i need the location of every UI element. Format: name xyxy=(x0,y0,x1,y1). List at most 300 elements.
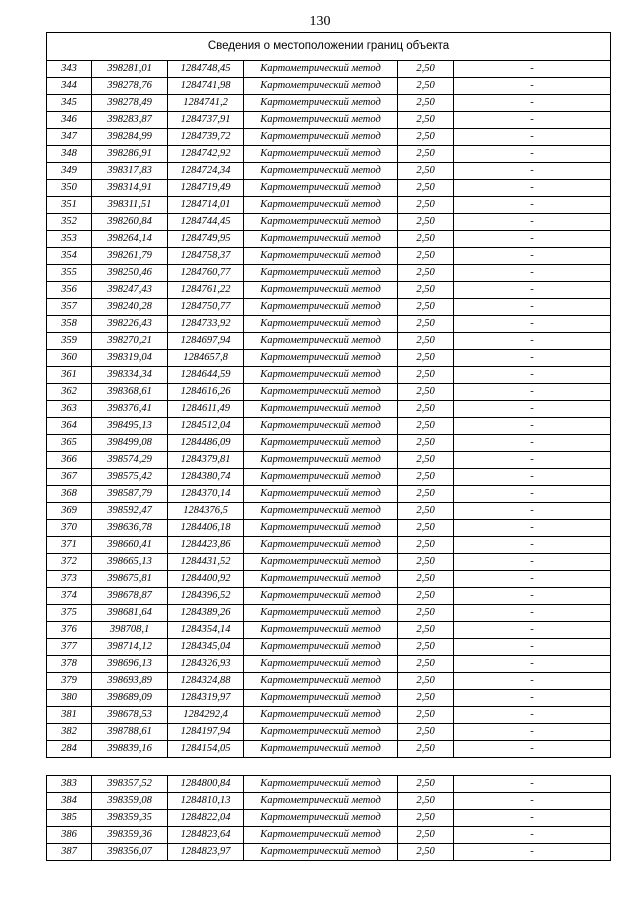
coord-x-cell: 398587,79 xyxy=(92,486,168,503)
description-cell: - xyxy=(454,231,611,248)
table-row xyxy=(47,486,611,503)
coord-x-cell: 398839,16 xyxy=(92,741,168,758)
accuracy-cell: 2,50 xyxy=(398,554,454,571)
coord-y-cell: 1284760,77 xyxy=(168,265,244,282)
method-cell: Картометрический метод xyxy=(244,248,398,265)
coord-x-cell: 398678,53 xyxy=(92,707,168,724)
coord-x-cell: 398574,29 xyxy=(92,452,168,469)
coord-y-cell: 1284697,94 xyxy=(168,333,244,350)
point-number-cell: 372 xyxy=(47,554,92,571)
coord-y-cell: 1284741,2 xyxy=(168,95,244,112)
table-row xyxy=(47,656,611,673)
accuracy-cell: 2,50 xyxy=(398,639,454,656)
accuracy-cell: 2,50 xyxy=(398,724,454,741)
coord-x-cell: 398250,46 xyxy=(92,265,168,282)
coord-y-cell: 1284823,97 xyxy=(168,844,244,861)
accuracy-cell: 2,50 xyxy=(398,435,454,452)
accuracy-cell: 2,50 xyxy=(398,741,454,758)
coord-x-cell: 398311,51 xyxy=(92,197,168,214)
coord-y-cell: 1284657,8 xyxy=(168,350,244,367)
coord-x-cell: 398281,01 xyxy=(92,61,168,78)
coord-y-cell: 1284423,86 xyxy=(168,537,244,554)
table-row xyxy=(47,724,611,741)
method-cell: Картометрический метод xyxy=(244,554,398,571)
method-cell: Картометрический метод xyxy=(244,827,398,844)
method-cell: Картометрический метод xyxy=(244,112,398,129)
coord-x-cell: 398247,43 xyxy=(92,282,168,299)
description-cell: - xyxy=(454,265,611,282)
coord-x-cell: 398376,41 xyxy=(92,401,168,418)
description-cell: - xyxy=(454,827,611,844)
coord-x-cell: 398368,61 xyxy=(92,384,168,401)
coord-x-cell: 398665,13 xyxy=(92,554,168,571)
method-cell: Картометрический метод xyxy=(244,503,398,520)
point-number-cell: 350 xyxy=(47,180,92,197)
accuracy-cell: 2,50 xyxy=(398,844,454,861)
point-number-cell: 383 xyxy=(47,776,92,793)
description-cell: - xyxy=(454,95,611,112)
point-number-cell: 363 xyxy=(47,401,92,418)
coord-x-cell: 398660,41 xyxy=(92,537,168,554)
accuracy-cell: 2,50 xyxy=(398,776,454,793)
coord-y-cell: 1284292,4 xyxy=(168,707,244,724)
description-cell: - xyxy=(454,282,611,299)
coord-y-cell: 1284345,04 xyxy=(168,639,244,656)
accuracy-cell: 2,50 xyxy=(398,605,454,622)
table-row xyxy=(47,554,611,571)
method-cell: Картометрический метод xyxy=(244,435,398,452)
coord-y-cell: 1284737,91 xyxy=(168,112,244,129)
description-cell: - xyxy=(454,469,611,486)
accuracy-cell: 2,50 xyxy=(398,690,454,707)
method-cell: Картометрический метод xyxy=(244,384,398,401)
table-row xyxy=(47,452,611,469)
coord-y-cell: 1284739,72 xyxy=(168,129,244,146)
description-cell: - xyxy=(454,180,611,197)
point-number-cell: 382 xyxy=(47,724,92,741)
table-title: Сведения о местоположении границ объекта xyxy=(47,33,611,61)
point-number-cell: 378 xyxy=(47,656,92,673)
description-cell: - xyxy=(454,622,611,639)
description-cell: - xyxy=(454,214,611,231)
point-number-cell: 360 xyxy=(47,350,92,367)
method-cell: Картометрический метод xyxy=(244,588,398,605)
point-number-cell: 352 xyxy=(47,214,92,231)
description-cell: - xyxy=(454,844,611,861)
description-cell: - xyxy=(454,810,611,827)
method-cell: Картометрический метод xyxy=(244,214,398,231)
description-cell: - xyxy=(454,146,611,163)
coord-y-cell: 1284741,98 xyxy=(168,78,244,95)
method-cell: Картометрический метод xyxy=(244,95,398,112)
coord-x-cell: 398693,89 xyxy=(92,673,168,690)
accuracy-cell: 2,50 xyxy=(398,265,454,282)
coord-x-cell: 398678,87 xyxy=(92,588,168,605)
point-number-cell: 368 xyxy=(47,486,92,503)
accuracy-cell: 2,50 xyxy=(398,367,454,384)
coord-y-cell: 1284823,64 xyxy=(168,827,244,844)
accuracy-cell: 2,50 xyxy=(398,214,454,231)
description-cell: - xyxy=(454,299,611,316)
point-number-cell: 385 xyxy=(47,810,92,827)
point-number-cell: 365 xyxy=(47,435,92,452)
coord-y-cell: 1284396,52 xyxy=(168,588,244,605)
table-row xyxy=(47,741,611,758)
accuracy-cell: 2,50 xyxy=(398,112,454,129)
point-number-cell: 381 xyxy=(47,707,92,724)
coord-y-cell: 1284822,04 xyxy=(168,810,244,827)
point-number-cell: 357 xyxy=(47,299,92,316)
description-cell: - xyxy=(454,588,611,605)
table-row xyxy=(47,163,611,180)
method-cell: Картометрический метод xyxy=(244,265,398,282)
section-separator xyxy=(47,758,611,776)
accuracy-cell: 2,50 xyxy=(398,707,454,724)
table-row xyxy=(47,707,611,724)
table-row xyxy=(47,844,611,861)
accuracy-cell: 2,50 xyxy=(398,316,454,333)
method-cell: Картометрический метод xyxy=(244,673,398,690)
description-cell: - xyxy=(454,656,611,673)
accuracy-cell: 2,50 xyxy=(398,248,454,265)
table-row xyxy=(47,588,611,605)
coord-x-cell: 398359,35 xyxy=(92,810,168,827)
coord-x-cell: 398357,52 xyxy=(92,776,168,793)
method-cell: Картометрический метод xyxy=(244,741,398,758)
table-row xyxy=(47,571,611,588)
coord-x-cell: 398264,14 xyxy=(92,231,168,248)
accuracy-cell: 2,50 xyxy=(398,146,454,163)
point-number-cell: 380 xyxy=(47,690,92,707)
page-number: 130 xyxy=(309,14,331,29)
table-row xyxy=(47,282,611,299)
method-cell: Картометрический метод xyxy=(244,639,398,656)
point-number-cell: 362 xyxy=(47,384,92,401)
description-cell: - xyxy=(454,418,611,435)
description-cell: - xyxy=(454,707,611,724)
table-row xyxy=(47,265,611,282)
coord-y-cell: 1284810,13 xyxy=(168,793,244,810)
point-number-cell: 346 xyxy=(47,112,92,129)
accuracy-cell: 2,50 xyxy=(398,588,454,605)
accuracy-cell: 2,50 xyxy=(398,469,454,486)
description-cell: - xyxy=(454,367,611,384)
table-row xyxy=(47,214,611,231)
table-row xyxy=(47,384,611,401)
method-cell: Картометрический метод xyxy=(244,231,398,248)
coord-x-cell: 398495,13 xyxy=(92,418,168,435)
point-number-cell: 366 xyxy=(47,452,92,469)
method-cell: Картометрический метод xyxy=(244,724,398,741)
description-cell: - xyxy=(454,78,611,95)
coord-y-cell: 1284749,95 xyxy=(168,231,244,248)
table-row xyxy=(47,248,611,265)
point-number-cell: 355 xyxy=(47,265,92,282)
method-cell: Картометрический метод xyxy=(244,571,398,588)
point-number-cell: 364 xyxy=(47,418,92,435)
coord-y-cell: 1284370,14 xyxy=(168,486,244,503)
coord-y-cell: 1284197,94 xyxy=(168,724,244,741)
point-number-cell: 348 xyxy=(47,146,92,163)
description-cell: - xyxy=(454,350,611,367)
accuracy-cell: 2,50 xyxy=(398,452,454,469)
coord-y-cell: 1284616,26 xyxy=(168,384,244,401)
method-cell: Картометрический метод xyxy=(244,282,398,299)
coord-y-cell: 1284319,97 xyxy=(168,690,244,707)
coord-x-cell: 398317,83 xyxy=(92,163,168,180)
method-cell: Картометрический метод xyxy=(244,707,398,724)
description-cell: - xyxy=(454,129,611,146)
description-cell: - xyxy=(454,537,611,554)
method-cell: Картометрический метод xyxy=(244,656,398,673)
table-row xyxy=(47,316,611,333)
method-cell: Картометрический метод xyxy=(244,776,398,793)
table-title-row xyxy=(47,33,611,61)
table-row xyxy=(47,793,611,810)
table-row xyxy=(47,827,611,844)
description-cell: - xyxy=(454,571,611,588)
coord-y-cell: 1284379,81 xyxy=(168,452,244,469)
description-cell: - xyxy=(454,605,611,622)
point-number-cell: 374 xyxy=(47,588,92,605)
point-number-cell: 351 xyxy=(47,197,92,214)
description-cell: - xyxy=(454,333,611,350)
accuracy-cell: 2,50 xyxy=(398,282,454,299)
table-row xyxy=(47,78,611,95)
coord-y-cell: 1284748,45 xyxy=(168,61,244,78)
description-cell: - xyxy=(454,163,611,180)
method-cell: Картометрический метод xyxy=(244,350,398,367)
method-cell: Картометрический метод xyxy=(244,844,398,861)
accuracy-cell: 2,50 xyxy=(398,299,454,316)
method-cell: Картометрический метод xyxy=(244,299,398,316)
method-cell: Картометрический метод xyxy=(244,163,398,180)
description-cell: - xyxy=(454,724,611,741)
accuracy-cell: 2,50 xyxy=(398,537,454,554)
coord-y-cell: 1284512,04 xyxy=(168,418,244,435)
method-cell: Картометрический метод xyxy=(244,333,398,350)
point-number-cell: 349 xyxy=(47,163,92,180)
method-cell: Картометрический метод xyxy=(244,537,398,554)
table-row xyxy=(47,299,611,316)
accuracy-cell: 2,50 xyxy=(398,418,454,435)
method-cell: Картометрический метод xyxy=(244,690,398,707)
method-cell: Картометрический метод xyxy=(244,401,398,418)
method-cell: Картометрический метод xyxy=(244,418,398,435)
method-cell: Картометрический метод xyxy=(244,452,398,469)
point-number-cell: 359 xyxy=(47,333,92,350)
point-number-cell: 384 xyxy=(47,793,92,810)
coord-y-cell: 1284611,49 xyxy=(168,401,244,418)
coord-x-cell: 398681,64 xyxy=(92,605,168,622)
description-cell: - xyxy=(454,384,611,401)
coord-x-cell: 398283,87 xyxy=(92,112,168,129)
description-cell: - xyxy=(454,197,611,214)
coord-x-cell: 398260,84 xyxy=(92,214,168,231)
point-number-cell: 367 xyxy=(47,469,92,486)
coord-y-cell: 1284750,77 xyxy=(168,299,244,316)
coord-x-cell: 398592,47 xyxy=(92,503,168,520)
accuracy-cell: 2,50 xyxy=(398,384,454,401)
description-cell: - xyxy=(454,690,611,707)
coord-x-cell: 398356,07 xyxy=(92,844,168,861)
table-row xyxy=(47,112,611,129)
table-row xyxy=(47,520,611,537)
accuracy-cell: 2,50 xyxy=(398,520,454,537)
method-cell: Картометрический метод xyxy=(244,469,398,486)
coord-x-cell: 398278,76 xyxy=(92,78,168,95)
method-cell: Картометрический метод xyxy=(244,197,398,214)
method-cell: Картометрический метод xyxy=(244,78,398,95)
description-cell: - xyxy=(454,520,611,537)
method-cell: Картометрический метод xyxy=(244,367,398,384)
table-row xyxy=(47,810,611,827)
coord-y-cell: 1284724,34 xyxy=(168,163,244,180)
coord-y-cell: 1284719,49 xyxy=(168,180,244,197)
coord-y-cell: 1284761,22 xyxy=(168,282,244,299)
point-number-cell: 356 xyxy=(47,282,92,299)
coord-x-cell: 398788,61 xyxy=(92,724,168,741)
method-cell: Картометрический метод xyxy=(244,180,398,197)
description-cell: - xyxy=(454,776,611,793)
coord-x-cell: 398714,12 xyxy=(92,639,168,656)
coord-y-cell: 1284376,5 xyxy=(168,503,244,520)
accuracy-cell: 2,50 xyxy=(398,810,454,827)
accuracy-cell: 2,50 xyxy=(398,827,454,844)
point-number-cell: 377 xyxy=(47,639,92,656)
method-cell: Картометрический метод xyxy=(244,793,398,810)
point-number-cell: 376 xyxy=(47,622,92,639)
coord-x-cell: 398226,43 xyxy=(92,316,168,333)
point-number-cell: 386 xyxy=(47,827,92,844)
section-separator-row xyxy=(47,758,611,776)
coord-x-cell: 398359,08 xyxy=(92,793,168,810)
boundary-coordinates-table xyxy=(46,32,611,861)
accuracy-cell: 2,50 xyxy=(398,571,454,588)
coord-y-cell: 1284354,14 xyxy=(168,622,244,639)
coord-y-cell: 1284154,05 xyxy=(168,741,244,758)
accuracy-cell: 2,50 xyxy=(398,486,454,503)
accuracy-cell: 2,50 xyxy=(398,95,454,112)
coord-x-cell: 398359,36 xyxy=(92,827,168,844)
description-cell: - xyxy=(454,554,611,571)
table-row xyxy=(47,673,611,690)
table-row xyxy=(47,401,611,418)
coord-x-cell: 398261,79 xyxy=(92,248,168,265)
description-cell: - xyxy=(454,316,611,333)
coord-x-cell: 398278,49 xyxy=(92,95,168,112)
coord-y-cell: 1284644,59 xyxy=(168,367,244,384)
coord-y-cell: 1284758,37 xyxy=(168,248,244,265)
table-row xyxy=(47,129,611,146)
description-cell: - xyxy=(454,486,611,503)
table-row xyxy=(47,180,611,197)
description-cell: - xyxy=(454,793,611,810)
accuracy-cell: 2,50 xyxy=(398,129,454,146)
table-row xyxy=(47,605,611,622)
accuracy-cell: 2,50 xyxy=(398,503,454,520)
table-row xyxy=(47,146,611,163)
point-number-cell: 358 xyxy=(47,316,92,333)
description-cell: - xyxy=(454,112,611,129)
coord-x-cell: 398334,34 xyxy=(92,367,168,384)
coord-y-cell: 1284714,01 xyxy=(168,197,244,214)
coord-y-cell: 1284406,18 xyxy=(168,520,244,537)
method-cell: Картометрический метод xyxy=(244,129,398,146)
description-cell: - xyxy=(454,639,611,656)
coord-x-cell: 398314,91 xyxy=(92,180,168,197)
accuracy-cell: 2,50 xyxy=(398,180,454,197)
coord-x-cell: 398270,21 xyxy=(92,333,168,350)
description-cell: - xyxy=(454,61,611,78)
coord-y-cell: 1284324,88 xyxy=(168,673,244,690)
description-cell: - xyxy=(454,673,611,690)
point-number-cell: 369 xyxy=(47,503,92,520)
accuracy-cell: 2,50 xyxy=(398,197,454,214)
point-number-cell: 387 xyxy=(47,844,92,861)
accuracy-cell: 2,50 xyxy=(398,231,454,248)
description-cell: - xyxy=(454,741,611,758)
point-number-cell: 373 xyxy=(47,571,92,588)
table-row xyxy=(47,503,611,520)
point-number-cell: 353 xyxy=(47,231,92,248)
point-number-cell: 370 xyxy=(47,520,92,537)
method-cell: Картометрический метод xyxy=(244,146,398,163)
accuracy-cell: 2,50 xyxy=(398,656,454,673)
table-row xyxy=(47,639,611,656)
coord-y-cell: 1284326,93 xyxy=(168,656,244,673)
description-cell: - xyxy=(454,401,611,418)
coord-y-cell: 1284742,92 xyxy=(168,146,244,163)
coord-y-cell: 1284486,09 xyxy=(168,435,244,452)
accuracy-cell: 2,50 xyxy=(398,622,454,639)
coord-x-cell: 398240,28 xyxy=(92,299,168,316)
coord-x-cell: 398284,99 xyxy=(92,129,168,146)
coord-y-cell: 1284400,92 xyxy=(168,571,244,588)
coord-y-cell: 1284744,45 xyxy=(168,214,244,231)
method-cell: Картометрический метод xyxy=(244,810,398,827)
table-row xyxy=(47,197,611,214)
method-cell: Картометрический метод xyxy=(244,520,398,537)
table-row xyxy=(47,95,611,112)
method-cell: Картометрический метод xyxy=(244,486,398,503)
accuracy-cell: 2,50 xyxy=(398,163,454,180)
coord-x-cell: 398696,13 xyxy=(92,656,168,673)
accuracy-cell: 2,50 xyxy=(398,61,454,78)
coord-y-cell: 1284800,84 xyxy=(168,776,244,793)
coord-x-cell: 398286,91 xyxy=(92,146,168,163)
point-number-cell: 345 xyxy=(47,95,92,112)
table-row xyxy=(47,418,611,435)
description-cell: - xyxy=(454,503,611,520)
accuracy-cell: 2,50 xyxy=(398,401,454,418)
accuracy-cell: 2,50 xyxy=(398,350,454,367)
table-row xyxy=(47,350,611,367)
point-number-cell: 344 xyxy=(47,78,92,95)
point-number-cell: 284 xyxy=(47,741,92,758)
table-row xyxy=(47,469,611,486)
table-row xyxy=(47,61,611,78)
table-row xyxy=(47,435,611,452)
method-cell: Картометрический метод xyxy=(244,605,398,622)
description-cell: - xyxy=(454,248,611,265)
method-cell: Картометрический метод xyxy=(244,61,398,78)
coord-x-cell: 398499,08 xyxy=(92,435,168,452)
coord-x-cell: 398708,1 xyxy=(92,622,168,639)
point-number-cell: 379 xyxy=(47,673,92,690)
table-row xyxy=(47,537,611,554)
method-cell: Картометрический метод xyxy=(244,316,398,333)
